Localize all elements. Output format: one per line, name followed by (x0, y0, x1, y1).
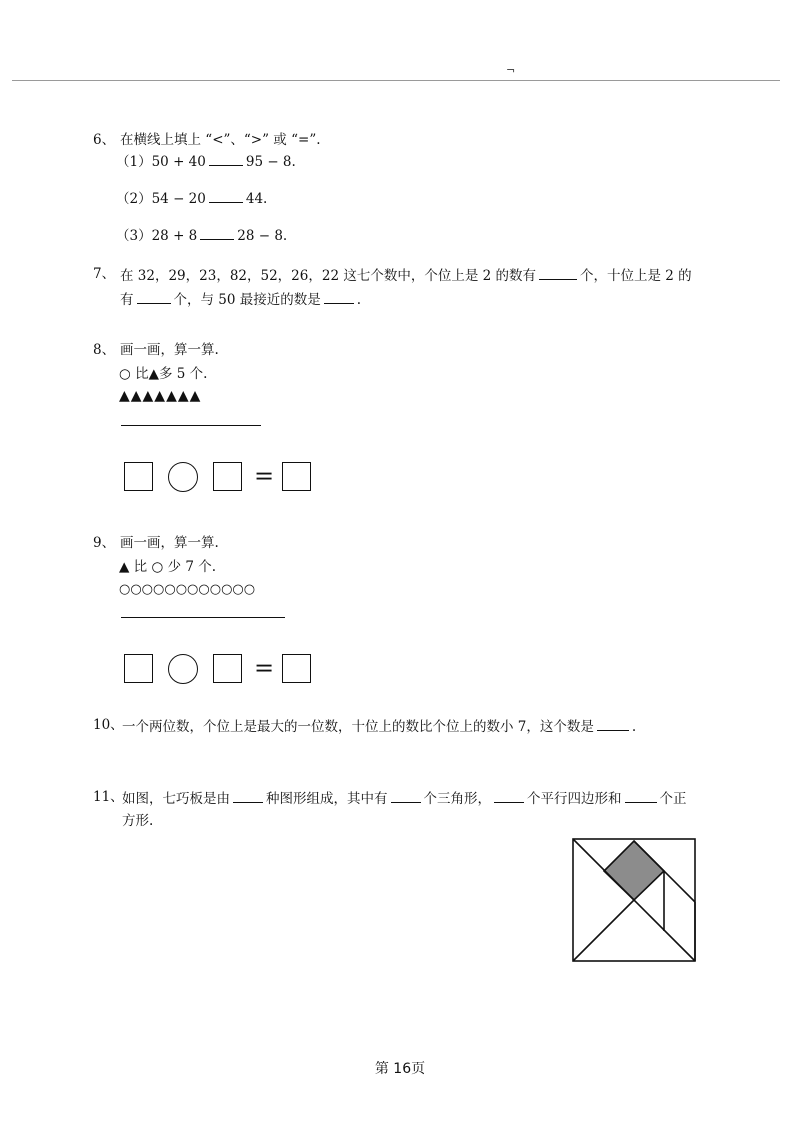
q8-equals-sign: = (254, 462, 275, 490)
q8-instruction-text: 比▲多 5 个. (135, 366, 208, 382)
q9-equals-sign: = (254, 654, 275, 682)
q6-part1-label: （1） (116, 154, 152, 170)
tangram-diagonal-lower (573, 900, 634, 961)
q7-blank-1[interactable] (539, 265, 577, 280)
tangram-figure (570, 836, 698, 966)
q7-blank-3[interactable] (324, 289, 354, 304)
header-rule (12, 80, 780, 81)
q8-box-2[interactable] (213, 462, 242, 491)
q6-part3 (116, 225, 287, 245)
q9-circle-row: ○○○○○○○○○○○○ (119, 582, 256, 597)
q9-box-2[interactable] (213, 654, 242, 683)
q6-part1 (116, 151, 296, 171)
q6-part2 (116, 188, 267, 208)
q7-line2-b: 个，与 50 最接近的数是 (173, 292, 321, 308)
q11-blank-3[interactable] (494, 788, 524, 803)
q6-part2-right: 44. (245, 191, 268, 207)
tangram-square-piece (604, 841, 664, 900)
q11-line2: 方形. (122, 813, 154, 829)
q6-part1-right: 95 − 8. (245, 154, 296, 170)
q10-line (122, 716, 636, 736)
q10-text-b: . (631, 719, 637, 735)
q6-part2-left: 54 − 20 (151, 191, 206, 207)
q10-blank[interactable] (597, 716, 629, 731)
q11-line1 (122, 788, 687, 808)
q11-text-a: 如图，七巧板是由 (122, 791, 230, 807)
q8-triangle-row: ▲▲▲▲▲▲▲ (119, 388, 202, 404)
q9-operator-circle[interactable] (168, 654, 198, 684)
q8-text: 画一画，算一算. (120, 342, 219, 358)
q7-line2-a: 有 (120, 292, 134, 308)
q7-line1-b: 个，十位上是 2 的 (580, 268, 692, 284)
q7-line2-c: . (356, 292, 362, 308)
q8-box-1[interactable] (124, 462, 153, 491)
q6-part3-right: 28 − 8. (237, 228, 288, 244)
q11-text-b: 种图形组成，其中有 (266, 791, 388, 807)
q11-text-d: 个平行四边形和 (527, 791, 622, 807)
q8-box-result[interactable] (282, 462, 311, 491)
q8-instruction (119, 365, 207, 383)
q11-text-c: 个三角形， (423, 791, 491, 807)
q11-blank-2[interactable] (391, 788, 421, 803)
q10-text-a: 一个两位数，个位上是最大的一位数，十位上的数比个位上的数小 7，这个数是 (122, 719, 594, 735)
page-number: 第 16页 (374, 1061, 426, 1077)
q8-drawing-line[interactable] (121, 425, 261, 426)
q7-number: 7、 (93, 266, 116, 282)
q9-box-1[interactable] (124, 654, 153, 683)
q11-number: 11、 (93, 789, 124, 805)
q9-drawing-line[interactable] (121, 617, 285, 618)
q8-number: 8、 (93, 342, 116, 358)
q6-part3-label: （3） (116, 228, 152, 244)
q6-part1-blank[interactable] (209, 151, 243, 166)
q11-blank-1[interactable] (233, 788, 263, 803)
q6-number: 6、 (93, 132, 116, 148)
q9-instruction (119, 558, 216, 576)
q10-number: 10、 (93, 717, 124, 733)
q6-part1-left: 50 + 40 (151, 154, 206, 170)
q6-part3-left: 28 + 8 (151, 228, 198, 244)
q8-circle-symbol: ○ (119, 366, 131, 382)
q11-text-e: 个正 (659, 791, 687, 807)
q6-part2-label: （2） (116, 191, 152, 207)
q6-part2-blank[interactable] (209, 188, 243, 203)
q9-circle-symbol: ○ (151, 559, 164, 575)
q7-line1-a: 在 32，29，23，82，52，26，22 这七个数中，个位上是 2 的数有 (120, 268, 537, 284)
q9-box-result[interactable] (282, 654, 311, 683)
q9-instruction-c: 少 7 个. (167, 559, 217, 575)
q7-line2 (120, 289, 361, 309)
q9-instruction-a: ▲ 比 (119, 559, 148, 575)
header-mark: ¬ (506, 64, 516, 77)
q11-blank-4[interactable] (625, 788, 657, 803)
q7-blank-2[interactable] (137, 289, 171, 304)
q6-text: 在横线上填上 “<”、“>” 或 “=”. (120, 132, 321, 148)
q9-text: 画一画，算一算. (120, 535, 219, 551)
q8-operator-circle[interactable] (168, 462, 198, 492)
q7-line1 (120, 265, 692, 285)
q9-number: 9、 (93, 535, 116, 551)
q6-part3-blank[interactable] (200, 225, 234, 240)
